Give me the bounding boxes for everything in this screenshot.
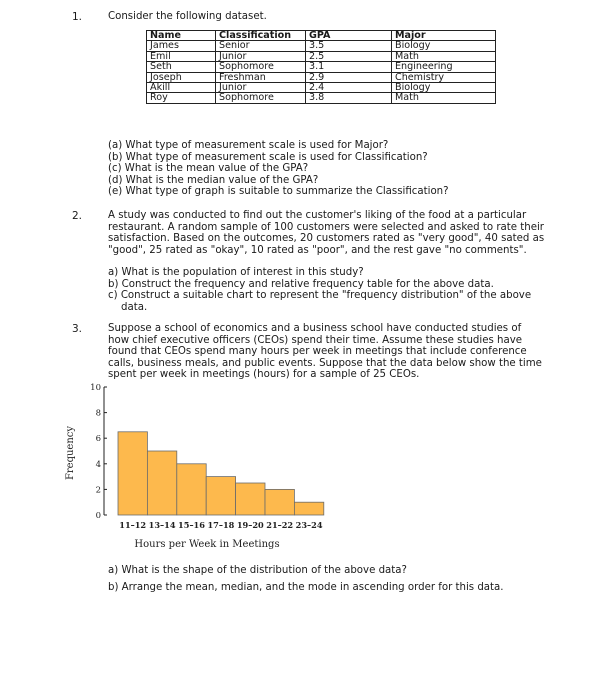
- x-tick-label: 13–14: [148, 520, 176, 530]
- y-tick-label: 2: [95, 485, 101, 496]
- q2-number: 2.: [72, 210, 83, 222]
- question-part: (d) What is the median value of the GPA?: [108, 174, 319, 186]
- q3-number: 3.: [72, 323, 83, 335]
- question-part: (b) What type of measurement scale is used for Classification?: [108, 151, 428, 163]
- question-text-line: satisfaction. Based on the outcomes, 20 customers rated as "very good", 40 sated as: [108, 233, 545, 245]
- question-part: (a) What type of measurement scale is used for Major?: [108, 140, 389, 151]
- question-part: c) Construct a suitable chart to represent the "frequency distribution" of the above: [108, 290, 532, 302]
- question-part: (e) What type of graph is suitable to summarize the Classification?: [108, 186, 449, 198]
- x-tick-label: 23–24: [295, 520, 323, 530]
- question-text-line: calls, business meals, and public events. Suppose that the data below show the time: [108, 357, 542, 369]
- y-axis-label: Frequency: [65, 425, 76, 481]
- table-cell: 2.5: [306, 51, 392, 61]
- histogram-bar: [147, 451, 176, 515]
- question-text-line: Suppose a school of economics and a business school have conducted studies of: [108, 323, 522, 334]
- table-header-cell: Major: [392, 31, 496, 41]
- x-tick-label: 11–12: [119, 520, 147, 530]
- x-tick-label: 21–22: [266, 520, 294, 530]
- q3-parts: [108, 562, 504, 596]
- table-cell: Math: [392, 93, 496, 103]
- table-cell: Freshman: [216, 72, 306, 82]
- table-cell: Sophomore: [216, 93, 306, 103]
- table-header-cell: GPA: [306, 31, 392, 41]
- table-cell: James: [147, 41, 216, 51]
- table-header-cell: Classification: [216, 31, 306, 41]
- question-text-line: A study was conducted to find out the customer's liking of the food at a particular: [108, 210, 527, 221]
- table-cell: Chemistry: [392, 72, 496, 82]
- question-text-line: how chief executive officers (CEOs) spend their time. Assume these studies have: [108, 334, 523, 346]
- table-cell: 3.5: [306, 41, 392, 51]
- table-cell: Seth: [147, 62, 216, 72]
- table-cell: Engineering: [392, 62, 496, 72]
- table-cell: Joseph: [147, 72, 216, 82]
- y-tick-label: 0: [95, 511, 101, 521]
- histogram-bar: [294, 502, 323, 515]
- question-text-line: restaurant. A random sample of 100 customers were selected and asked to rate their: [108, 221, 544, 233]
- table-cell: Junior: [216, 51, 306, 61]
- question-part: b) Arrange the mean, median, and the mode in ascending order for this data.: [108, 582, 504, 593]
- question-part: data.: [121, 301, 148, 313]
- y-tick-label: 8: [95, 408, 101, 419]
- question-text-line: "good", 25 rated as "okay", 10 rated as "poor", and the rest gave "no comments".: [108, 244, 527, 256]
- table-cell: 2.9: [306, 72, 392, 82]
- table-cell: Roy: [147, 93, 216, 103]
- table-cell: Junior: [216, 83, 306, 93]
- table-cell: 3.1: [306, 62, 392, 72]
- table-cell: Akill: [147, 83, 216, 93]
- y-tick-label: 4: [95, 459, 101, 470]
- x-tick-label: 17–18: [207, 520, 235, 530]
- q1-intro: Consider the following dataset.: [108, 11, 267, 22]
- x-tick-label: 19–20: [236, 520, 264, 530]
- table-cell: Emil: [147, 51, 216, 61]
- table-cell: Sophomore: [216, 62, 306, 72]
- question-text-line: found that CEOs spend many hours per week in meetings that include conference: [108, 346, 527, 358]
- table-cell: Math: [392, 51, 496, 61]
- histogram-bar: [118, 432, 147, 515]
- table-cell: Biology: [392, 41, 496, 51]
- histogram-bar: [177, 464, 206, 515]
- table-cell: Senior: [216, 41, 306, 51]
- table-header-cell: Name: [147, 31, 216, 41]
- y-tick-label: 6: [95, 434, 101, 445]
- question-part: (c) What is the mean value of the GPA?: [108, 163, 309, 175]
- histogram-bar: [265, 489, 294, 515]
- histogram-bar: [236, 483, 265, 515]
- question-part: a) What is the population of interest in this study?: [108, 267, 364, 278]
- table-cell: 2.4: [306, 83, 392, 93]
- x-tick-label: 15–16: [178, 520, 205, 530]
- y-tick-label: 10: [90, 383, 101, 393]
- q1-number: 1.: [72, 11, 83, 23]
- histogram-bar: [206, 477, 235, 515]
- question-part: b) Construct the frequency and relative frequency table for the above data.: [108, 278, 494, 290]
- table-cell: 3.8: [306, 93, 392, 103]
- question-text-line: spent per week in meetings (hours) for a sample of 25 CEOs.: [108, 369, 420, 381]
- question-part: a) What is the shape of the distribution of the above data?: [108, 565, 407, 576]
- table-cell: Biology: [392, 83, 496, 93]
- x-axis-label: Hours per Week in Meetings: [134, 539, 280, 550]
